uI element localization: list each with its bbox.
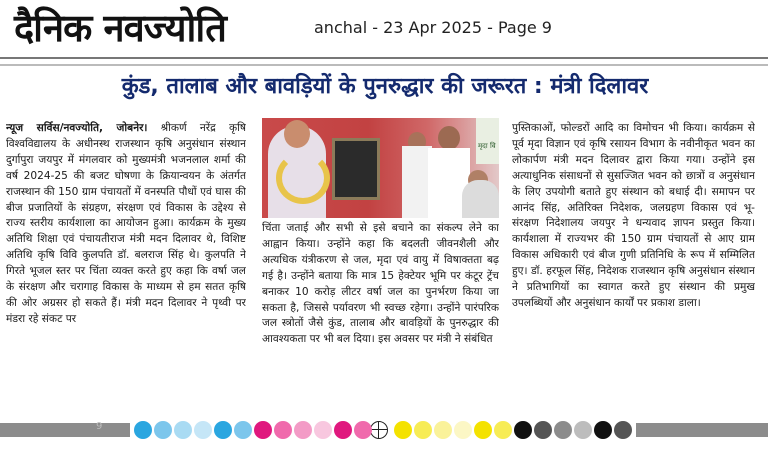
color-swatch [394, 421, 412, 439]
color-swatch [294, 421, 312, 439]
gray-strip-right [636, 423, 768, 437]
article-column-2 [262, 221, 499, 417]
attendee-head-2 [438, 126, 460, 150]
color-swatch [254, 421, 272, 439]
color-swatch [354, 421, 372, 439]
column-1-body: श्रीकर्ण नरेंद्र कृषि विश्वविद्यालय के अधीनस्थ राजस्थान कृषि अनुसंधान संस्थान दुर्गापुरा जयपुर में मंगलवार को मुख्यमंत्री भजनलाल शर्मा की वर्ष 2024-25 की बजट घोषणा के क्रियान्वयन के अंतर्गत राजस्थान की 150 ग्राम पंचायतों में वनस्पति पौधों एवं घास की बीज प्रजातियों के संग्रहण, संरक्षण एवं विकास के उद्देश्य से राज्य स्तरीय कार्यशाला का आयोजन हुआ। कार्यक्रम के मुख्य अतिथि शिक्षा एवं पंचायतीराज मंत्री मदन दिलावर थे, विशिष्ट अतिथि कृषि विवि कुलपति डॉ. बलराज सिंह थे। कुलपति ने गिरते भूजल स्तर पर चिंता व्यक्त करते हुए कहा कि वर्षा जल के संरक्षण और चरागाह विकास के माध्यम से हम सतत कृषि की ओर अग्रसर हो सकते हैं। मंत्री मदन दिलावर ने पृथ्वी पर मंडरा रहे संकट पर [6, 122, 246, 325]
column-1-text [6, 121, 246, 328]
article-photo [262, 118, 499, 218]
color-swatch [154, 421, 172, 439]
color-swatch [214, 421, 232, 439]
color-swatch [494, 421, 512, 439]
newspaper-logo: दैनिक नवज्योति [14, 5, 226, 50]
masthead-divider [0, 57, 768, 59]
garland [276, 152, 330, 204]
attendee-figure-3 [462, 180, 499, 218]
color-swatch [534, 421, 552, 439]
color-swatch [194, 421, 212, 439]
article-dateline: न्यूज सर्विस/नवज्योति, जोबनेर। [6, 122, 148, 134]
photo-banner [476, 118, 499, 164]
color-swatch [274, 421, 292, 439]
color-swatch [134, 421, 152, 439]
article-top-rule [0, 64, 768, 66]
color-swatch [594, 421, 612, 439]
print-color-bar [0, 421, 768, 439]
masthead [0, 0, 768, 56]
color-swatch [554, 421, 572, 439]
color-swatch [174, 421, 192, 439]
inauguration-plaque [332, 138, 380, 200]
color-swatch [514, 421, 532, 439]
color-swatch [414, 421, 432, 439]
gray-strip-left [0, 423, 130, 437]
minister-head [284, 120, 310, 148]
column-3-text: पुस्तिकाओं, फोल्डरों आदि का विमोचन भी किया। कार्यक्रम से पूर्व मृदा विज्ञान एवं कृषि रसायन विभाग के नवीनीकृत भवन का लोकार्पण मंत्री मदन दिलावर द्वारा किया गया। उन्होंने इस अत्याधुनिक संसाधनों से सुसज्जित भवन को छात्रों व अनुसंधान के लिए उपयोगी बताते हुए संस्थान को बधाई दी। समापन पर आनंद सिंह, अतिरिक्त निदेशक, जलग्रहण विकास एवं भू-संरक्षण निदेशालय जयपुर ने धन्यवाद ज्ञापन प्रस्तुत किया। कार्यशाला में राज्यभर की 150 ग्राम पंचायतों से आए ग्राम विकास अधिकारी एवं बीज गुणी प्रतिनिधि के रूप में सम्मिलित हुए। डॉ. हरफूल सिंह, निदेशक राजस्थान कृषि अनुसंधान संस्थान ने प्रतिभागियों का स्वागत करते हुए संस्थान की प्रमुख उपलब्धियों और अनुसंधान कार्यों पर प्रकाश डाला। [512, 122, 755, 309]
edition-line: anchal - 23 Apr 2025 - Page 9 [314, 18, 552, 37]
color-swatch [434, 421, 452, 439]
color-swatch [234, 421, 252, 439]
article-headline: कुंड, तालाब और बावड़ियों के पुनरुद्धार की जरूरत : मंत्री दिलावर [121, 74, 649, 99]
article-column-3 [512, 121, 755, 417]
page-number: 9 [96, 421, 103, 432]
color-swatch [574, 421, 592, 439]
color-swatch [614, 421, 632, 439]
color-swatch [334, 421, 352, 439]
color-swatch [314, 421, 332, 439]
photo-banner-text: मृदा वि [478, 142, 496, 150]
column-2-text: चिंता जताई और सभी से इसे बचाने का संकल्प लेने का आह्वान किया। उन्होंने कहा कि बदलती जीवनशैली और अत्यधिक यंत्रीकरण से जल, मृदा एवं वायु में विषाक्तता बढ़ गई है। उन्होंने बताया कि मात्र 15 हेक्टेयर भूमि पर कंटूर ट्रेंच बनाकर 10 करोड़ लीटर वर्षा जल का पुनर्भरण किया जा सकता है, जिससे पर्यावरण भी स्वच्छ रहेगा। उन्होंने पारंपरिक जल स्त्रोतों जैसे कुंड, तालाब और बावड़ियों के पुनरुद्धार की आवश्यकता पर भी बल दिया। इस अवसर पर मंत्री ने संबंधित [262, 222, 499, 346]
registration-mark-icon [370, 421, 388, 439]
color-swatch [474, 421, 492, 439]
article-column-1 [6, 121, 246, 417]
color-swatch [454, 421, 472, 439]
